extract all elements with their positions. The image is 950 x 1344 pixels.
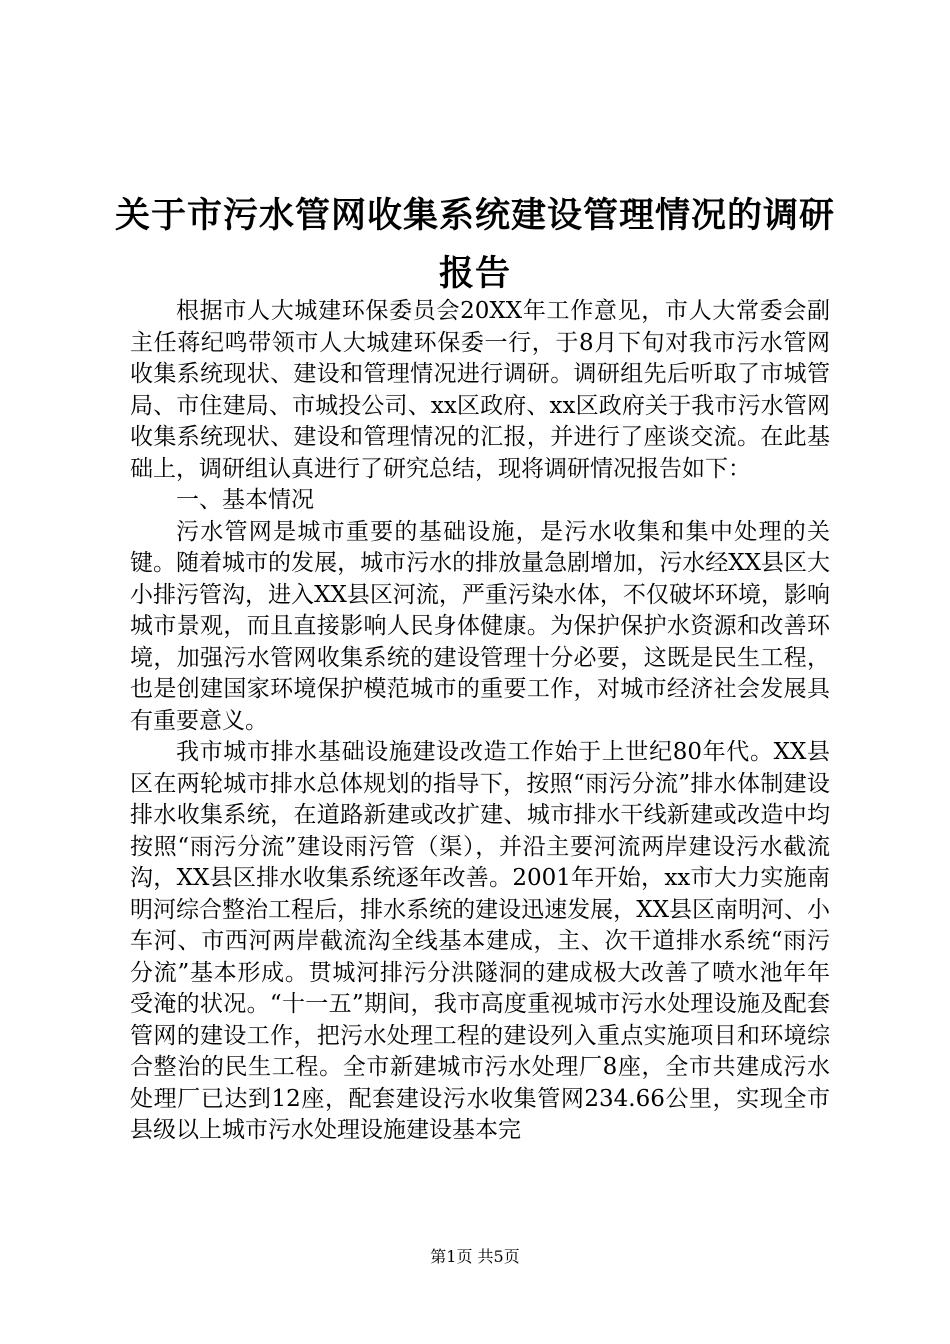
section-heading-basic-situation: 一、基本情况 bbox=[176, 487, 314, 513]
paragraph-drainage-history: 我市城市排水基础设施建设改造工作始于上世纪80年代。XX县区在两轮城市排水总体规划的指导下，按照“雨污分流”排水体制建设排水收集系统，在道路新建或改扩建、城市排水干线新建或改造中均按照“雨污分流”建设雨污管（渠），并沿主要河流两岸建设污水截流沟，XX县区排水收集系统逐年改善。2001年开始，xx市大力实施南明河综合整治工程后，排水系统的建设迅速发展，XX县区南明河、小车河、市西河两岸截流沟全线基本建成，主、次干道排水系统“雨污分流”基本形成。贯城河排污分洪隧洞的建成极大改善了喷水池年年受淹的状况。“十一五”期间，我市高度重视城市污水处理设施及配套管网的建设工作，把污水处理工程的建设列入重点实施项目和环境综合整治的民生工程。全市新建城市污水处理厂8座，全市共建成污水处理厂已达到12座，配套建设污水收集管网234.66公里，实现全市县级以上城市污水处理设施建设基本完 bbox=[130, 739, 830, 1143]
paragraph-sewer-importance: 污水管网是城市重要的基础设施，是污水收集和集中处理的关键。随着城市的发展，城市污水的排放量急剧增加，污水经XX县区大小排污管沟，进入XX县区河流，严重污染水体，不仅破坏环境，影响城市景观，而且直接影响人民身体健康。为保护保护水资源和改善环境，加强污水管网收集系统的建设管理十分必要，这既是民生工程，也是创建国家环境保护模范城市的重要工作，对城市经济社会发展具有重要意义。 bbox=[130, 518, 830, 734]
paragraph-intro: 根据市人大城建环保委员会20XX年工作意见，市人大常委会副主任蒋纪鸣带领市人大城建环保委一行，于8月下旬对我市污水管网收集系统现状、建设和管理情况进行调研。调研组先后听取了市城管局、市住建局、市城投公司、xx区政府、xx区政府关于我市污水管网收集系统现状、建设和管理情况的汇报，并进行了座谈交流。在此基础上，调研组认真进行了研究总结，现将调研情况报告如下： bbox=[130, 298, 830, 482]
document-title-line-1: 关于市污水管网收集系统建设管理情况的调研 bbox=[114, 196, 835, 236]
page-number-footer: 第1页 共5页 bbox=[430, 1247, 520, 1266]
document-body bbox=[130, 296, 830, 1147]
document-title-line-2: 报告 bbox=[438, 254, 511, 294]
